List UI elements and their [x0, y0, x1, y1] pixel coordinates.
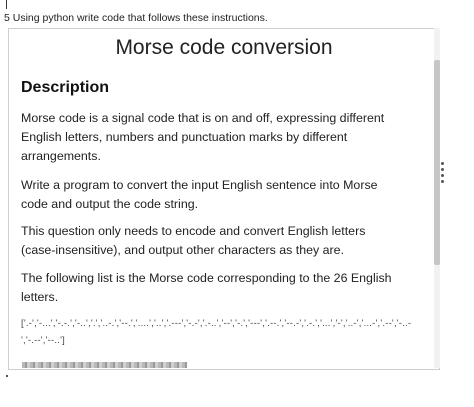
problem-panel: [8, 28, 440, 370]
truncated-content-strip: [22, 362, 187, 368]
question-instruction: 5 Using python write code that follows these instructions.: [4, 12, 268, 24]
problem-title: Morse code conversion: [115, 36, 333, 59]
more-vertical-icon[interactable]: [441, 162, 445, 186]
description-paragraph-1: Morse code is a signal code that is on and off, expressing different English letters, numbers and punctuation marks by different arrangements.: [21, 111, 385, 163]
morse-code-list: ['.-','-...','-.-.','-..','.','..-.','--.','....','..','.---','-.-','.-..','--','-.','---','.--.','--.-','.-.','...','-','..-','...-','.--','-..-','-.--','--..']: [21, 318, 412, 346]
panel-scrollbar[interactable]: [434, 28, 440, 368]
text-cursor: [6, 0, 7, 9]
description-paragraph-2: Write a program to convert the input English sentence into Morse code and output the code string.: [21, 178, 378, 211]
stray-mark: [6, 375, 8, 377]
description-paragraph-3: This question only needs to encode and convert English letters (case-insensitive), and output other characters as they are.: [21, 224, 366, 257]
description-heading: Description: [21, 79, 110, 96]
description-paragraph-4: The following list is the Morse code corresponding to the 26 English letters.: [21, 271, 392, 304]
scrollbar-thumb[interactable]: [434, 60, 440, 265]
